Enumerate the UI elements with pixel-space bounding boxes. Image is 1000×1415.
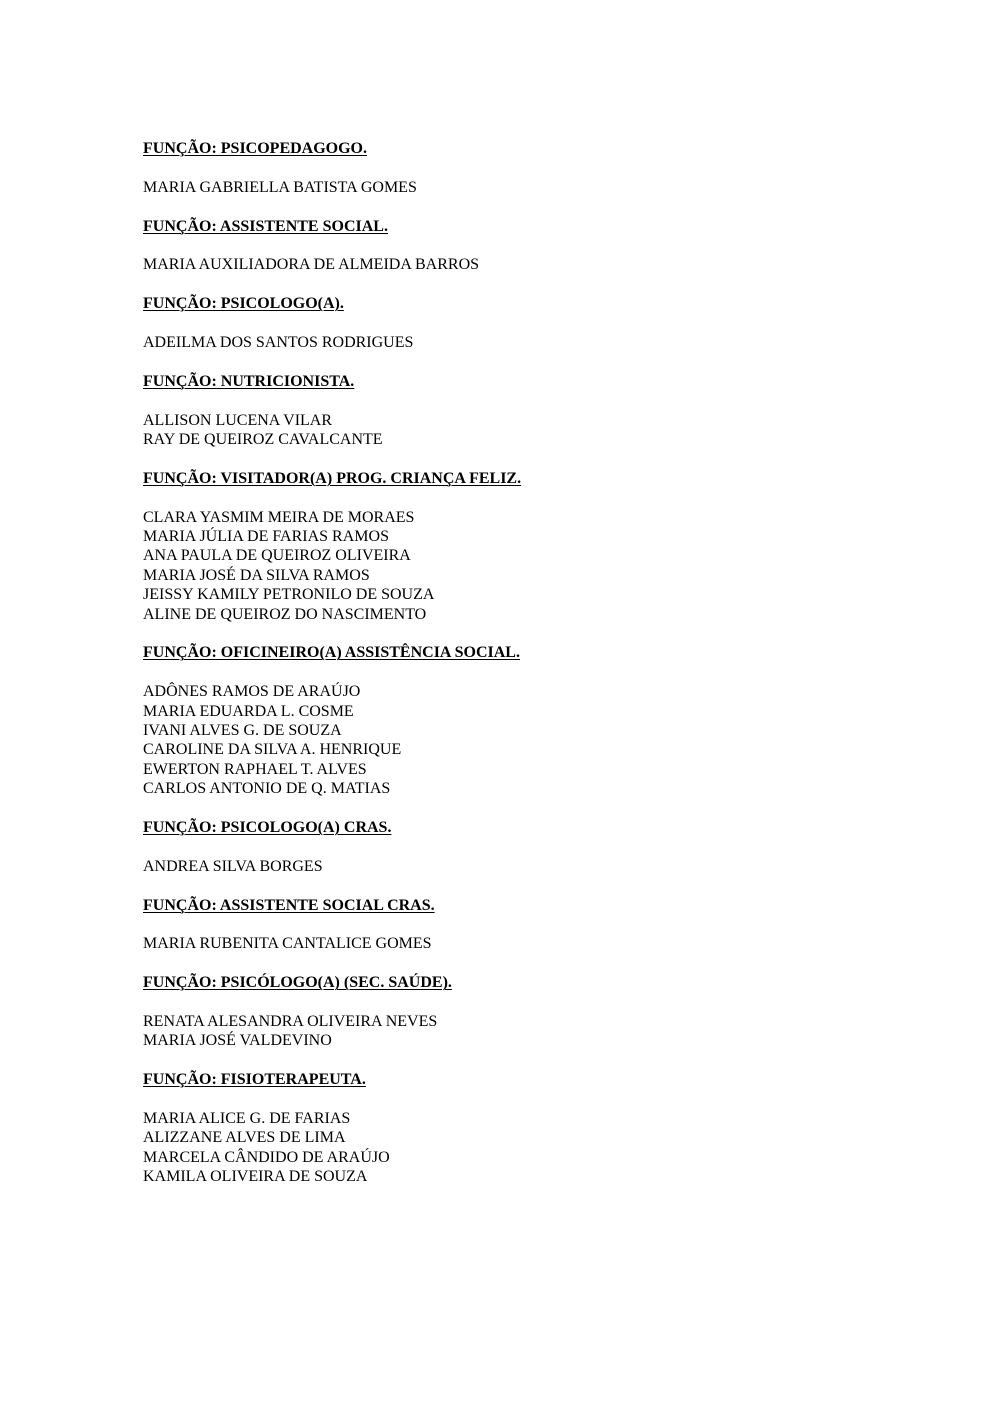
- role-section: [143, 1070, 943, 1186]
- role-heading: FUNÇÃO: ASSISTENTE SOCIAL.: [143, 217, 388, 235]
- role-section: [143, 469, 943, 624]
- name-item: ALLISON LUCENA VILAR: [143, 411, 333, 429]
- name-item: ALIZZANE ALVES DE LIMA: [143, 1129, 346, 1147]
- document-body: [143, 139, 943, 1206]
- name-item: MARIA JOSÉ DA SILVA RAMOS: [143, 566, 370, 584]
- role-section: [143, 139, 943, 197]
- name-list: [143, 934, 943, 953]
- role-heading: FUNÇÃO: PSICOLOGO(A).: [143, 295, 344, 313]
- name-list: [143, 333, 943, 352]
- name-item: MARIA ALICE G. DE FARIAS: [143, 1110, 351, 1128]
- name-item: ANA PAULA DE QUEIROZ OLIVEIRA: [143, 547, 411, 565]
- role-heading: FUNÇÃO: PSICÓLOGO(A) (SEC. SAÚDE).: [143, 974, 452, 992]
- name-item: CAROLINE DA SILVA A. HENRIQUE: [143, 741, 402, 759]
- role-heading: FUNÇÃO: ASSISTENTE SOCIAL CRAS.: [143, 896, 435, 914]
- name-list: [143, 411, 943, 450]
- role-section: [143, 372, 943, 450]
- name-item: MARCELA CÂNDIDO DE ARAÚJO: [143, 1148, 390, 1166]
- name-item: RENATA ALESANDRA OLIVEIRA NEVES: [143, 1013, 438, 1031]
- role-heading: FUNÇÃO: OFICINEIRO(A) ASSISTÊNCIA SOCIAL.: [143, 644, 520, 662]
- name-item: CLARA YASMIM MEIRA DE MORAES: [143, 508, 415, 526]
- name-item: MARIA JOSÉ VALDEVINO: [143, 1032, 332, 1050]
- name-list: [143, 255, 943, 274]
- name-item: KAMILA OLIVEIRA DE SOUZA: [143, 1168, 368, 1186]
- name-item: MARIA RUBENITA CANTALICE GOMES: [143, 935, 432, 953]
- role-section: [143, 818, 943, 876]
- name-list: [143, 1012, 943, 1051]
- name-item: IVANI ALVES G. DE SOUZA: [143, 722, 342, 740]
- role-section: [143, 643, 943, 798]
- name-item: ALINE DE QUEIROZ DO NASCIMENTO: [143, 605, 427, 623]
- role-heading: FUNÇÃO: PSICOLOGO(A) CRAS.: [143, 819, 392, 837]
- name-item: MARIA JÚLIA DE FARIAS RAMOS: [143, 527, 389, 545]
- role-section: [143, 896, 943, 954]
- role-section: [143, 294, 943, 352]
- name-item: EWERTON RAPHAEL T. ALVES: [143, 760, 367, 778]
- role-heading: FUNÇÃO: FISIOTERAPEUTA.: [143, 1071, 366, 1089]
- name-item: MARIA GABRIELLA BATISTA GOMES: [143, 178, 417, 196]
- name-item: ADÔNES RAMOS DE ARAÚJO: [143, 683, 361, 701]
- name-item: CARLOS ANTONIO DE Q. MATIAS: [143, 780, 391, 798]
- name-list: [143, 178, 943, 197]
- role-section: [143, 217, 943, 275]
- name-item: MARIA EDUARDA L. COSME: [143, 702, 354, 720]
- name-item: MARIA AUXILIADORA DE ALMEIDA BARROS: [143, 256, 480, 274]
- role-section: [143, 973, 943, 1051]
- name-item: JEISSY KAMILY PETRONILO DE SOUZA: [143, 586, 435, 604]
- role-heading: FUNÇÃO: PSICOPEDAGOGO.: [143, 140, 367, 157]
- role-heading: FUNÇÃO: NUTRICIONISTA.: [143, 372, 355, 390]
- name-list: [143, 1109, 943, 1187]
- name-item: RAY DE QUEIROZ CAVALCANTE: [143, 430, 383, 448]
- name-list: [143, 508, 943, 624]
- name-item: ANDREA SILVA BORGES: [143, 857, 323, 875]
- name-list: [143, 857, 943, 876]
- name-item: ADEILMA DOS SANTOS RODRIGUES: [143, 333, 414, 351]
- name-list: [143, 682, 943, 798]
- role-heading: FUNÇÃO: VISITADOR(A) PROG. CRIANÇA FELIZ.: [143, 469, 522, 487]
